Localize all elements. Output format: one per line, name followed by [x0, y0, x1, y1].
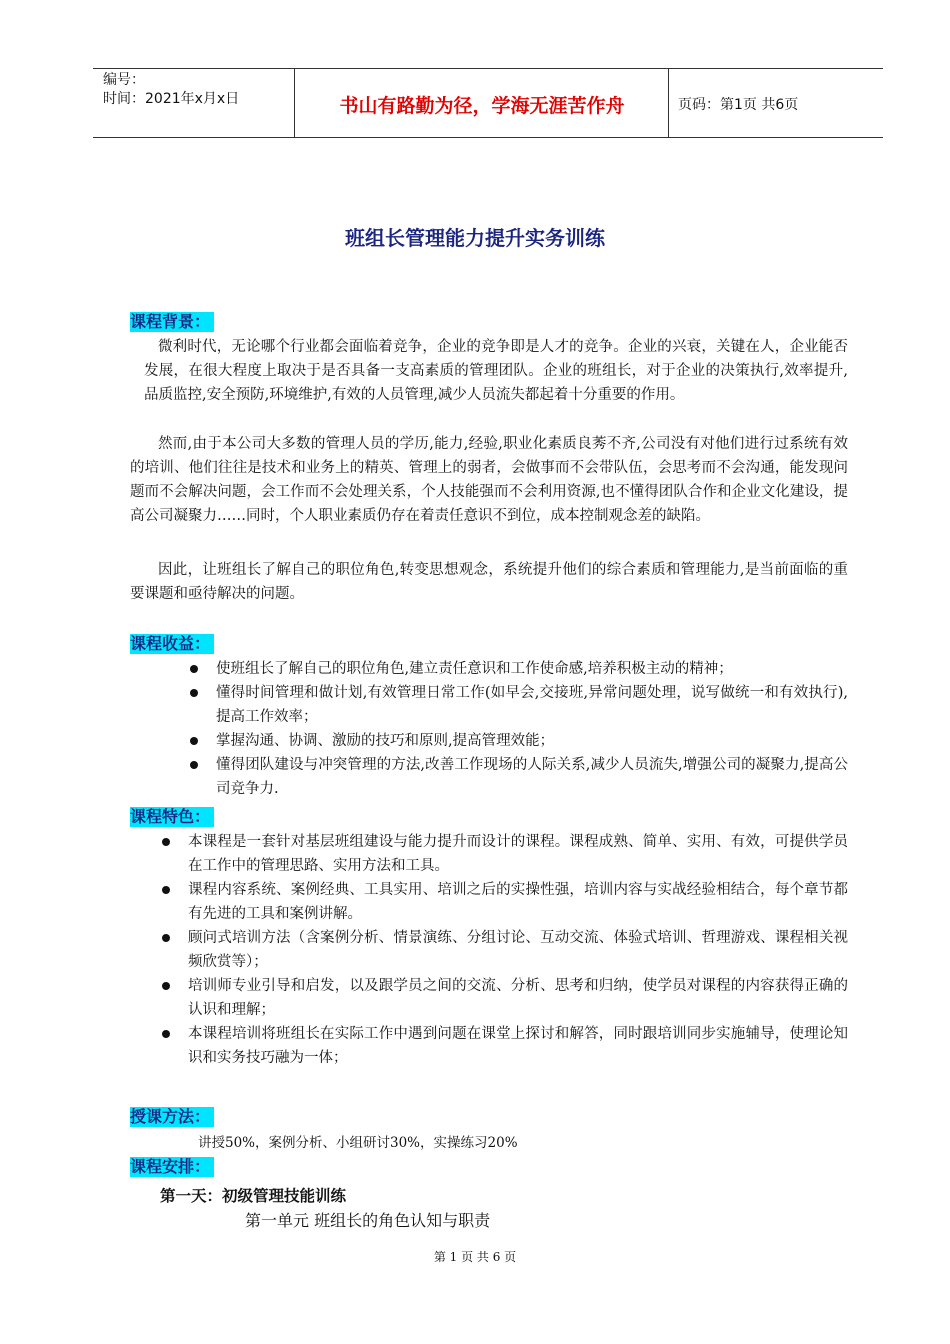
background-paragraph-2: 然而,由于本公司大多数的管理人员的学历,能力,经验,职业化素质良莠不齐,公司没有对他们进行过系统有效的培训、他们往往是技术和业务上的精英、管理上的弱者，会做事而不会带队伍，会思考而不会沟通，能发现问题而不会解决问题，会工作而不会处理关系，个人技能强而不会利用资源,也不懂得团队合作和企业文化建设，提高公司凝聚力……同时，个人职业素质仍存在着责任意识不到位，成本控制观念差的缺陷。 [130, 436, 848, 524]
feature-item: 课程内容系统、案例经典、工具实用、培训之后的实操性强，培训内容与实战经验相结合，每个章节都有先进的工具和案例讲解。 [188, 882, 848, 922]
schedule-unit: 第一单元 班组长的角色认知与职责 [245, 1211, 491, 1230]
bullet-icon [162, 982, 170, 990]
time-label: 时间：2021年x月x日 [103, 91, 240, 107]
bullet-icon [162, 934, 170, 942]
feature-item: 顾问式培训方法（含案例分析、情景演练、分组讨论、互动交流、体验式培训、哲理游戏、课程相关视频欣赏等）； [188, 930, 848, 970]
section-heading-schedule: 课程安排： [130, 1157, 214, 1177]
bullet-icon [190, 665, 198, 673]
header-divider [294, 69, 295, 137]
page-header [93, 68, 883, 138]
section-heading-background: 课程背景： [130, 312, 214, 332]
section-heading-method: 授课方法： [130, 1107, 214, 1127]
bullet-icon [162, 838, 170, 846]
benefit-item: 掌握沟通、协调、激励的技巧和原则,提高管理效能； [216, 733, 555, 749]
header-page-label: 页码：第1页 共6页 [678, 97, 799, 113]
header-meta [103, 71, 239, 109]
bullet-icon [162, 886, 170, 894]
background-paragraph-3: 因此，让班组长了解自己的职位角色,转变思想观念，系统提升他们的综合素质和管理能力,是当前面临的重要课题和亟待解决的问题。 [130, 562, 848, 602]
benefit-item: 懂得时间管理和做计划,有效管理日常工作(如早会,交接班,异常问题处理，说写做统一和有效执行),提高工作效率； [216, 685, 848, 725]
bullet-icon [190, 761, 198, 769]
feature-item: 本课程培训将班组长在实际工作中遇到问题在课堂上探讨和解答，同时跟培训同步实施辅导，使理论知识和实务技巧融为一体； [188, 1026, 848, 1066]
benefit-item: 使班组长了解自己的职位角色,建立责任意识和工作使命感,培养积极主动的精神； [216, 661, 733, 677]
section-heading-features: 课程特色： [130, 807, 214, 827]
section-heading-benefits: 课程收益： [130, 634, 214, 654]
schedule-day: 第一天：初级管理技能训练 [160, 1187, 347, 1205]
feature-item: 培训师专业引导和启发，以及跟学员之间的交流、分析、思考和归纳，使学员对课程的内容获得正确的认识和理解； [188, 978, 848, 1018]
method-text: 讲授50%，案例分析、小组研讨30%，实操练习20% [198, 1135, 518, 1151]
background-paragraph-1: 微利时代，无论哪个行业都会面临着竞争，企业的竞争即是人才的竞争。企业的兴衰，关键在人，企业能否发展，在很大程度上取决于是否具备一支高素质的管理团队。企业的班组长，对于企业的决策执行,效率提升,品质监控,安全预防,环境维护,有效的人员管理,减少人员流失都起着十分重要的作用。 [144, 339, 848, 403]
benefit-item: 懂得团队建设与冲突管理的方法,改善工作现场的人际关系,减少人员流失,增强公司的凝聚力,提高公司竞争力. [216, 757, 848, 797]
bullet-icon [190, 737, 198, 745]
feature-item: 本课程是一套针对基层班组建设与能力提升而设计的课程。课程成熟、简单、实用、有效，可提供学员在工作中的管理思路、实用方法和工具。 [188, 834, 848, 874]
header-divider [668, 69, 669, 137]
header-motto: 书山有路勤为径，学海无涯苦作舟 [339, 95, 625, 117]
code-label: 编号： [103, 72, 145, 88]
bullet-icon [190, 689, 198, 697]
bullet-icon [162, 1030, 170, 1038]
page-footer: 第 1 页 共 6 页 [433, 1250, 517, 1264]
document-title: 班组长管理能力提升实务训练 [345, 226, 605, 250]
